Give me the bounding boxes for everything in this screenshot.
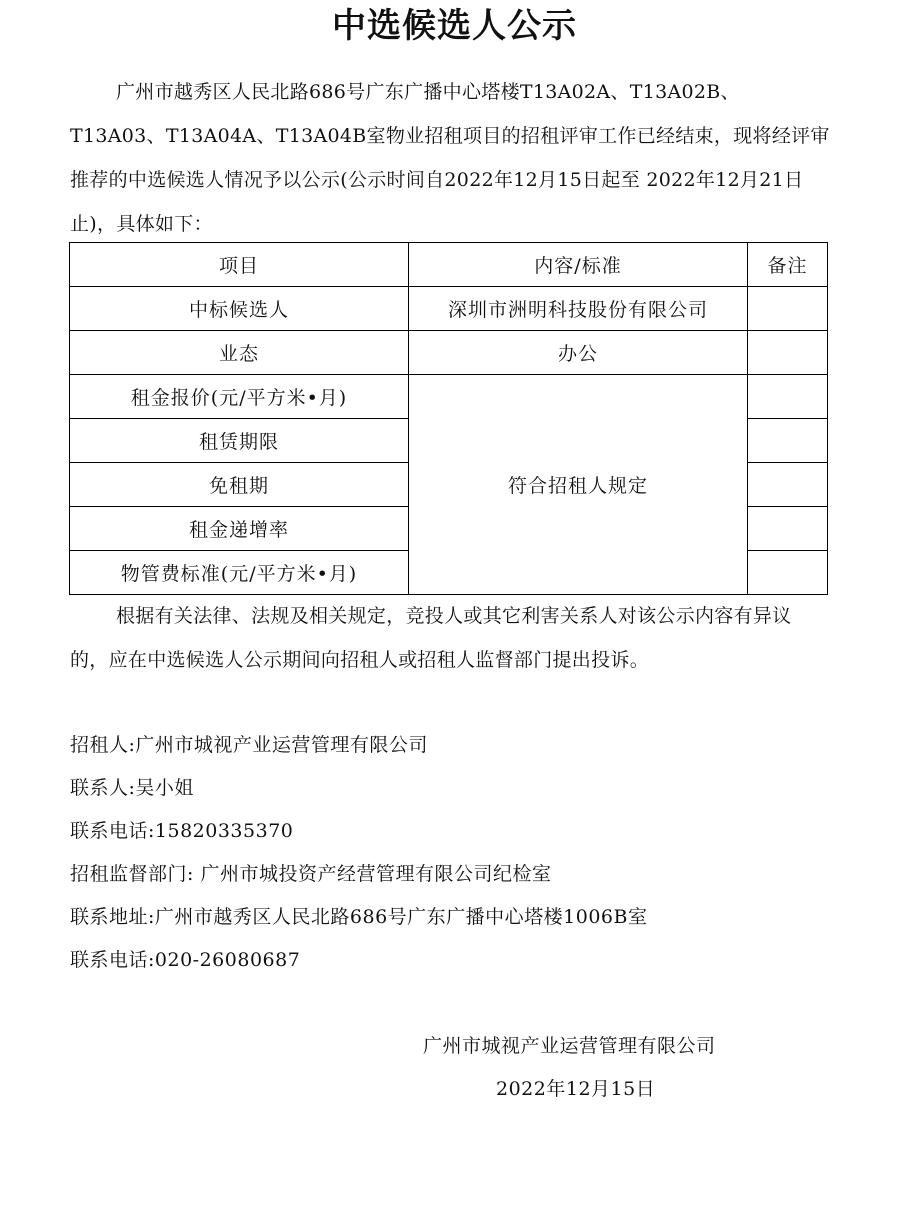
contact-person: 联系人:吴小姐 <box>70 777 194 799</box>
supervision-department: 招租监督部门: 广州市城投资产经营管理有限公司纪检室 <box>70 863 552 885</box>
row-remark <box>748 507 828 551</box>
row-item: 租金递增率 <box>70 507 409 551</box>
header-content: 内容/标准 <box>409 243 748 287</box>
row-content: 办公 <box>409 331 748 375</box>
row-remark <box>748 419 828 463</box>
row-item: 中标候选人 <box>70 287 409 331</box>
row-item: 物管费标准(元/平方米•月) <box>70 551 409 595</box>
row-remark <box>748 463 828 507</box>
table-row <box>70 331 828 375</box>
row-item: 免租期 <box>70 463 409 507</box>
row-content: 深圳市洲明科技股份有限公司 <box>409 287 748 331</box>
header-remark: 备注 <box>748 243 828 287</box>
table-row <box>70 287 828 331</box>
row-item: 租赁期限 <box>70 419 409 463</box>
contact-phone: 联系电话:15820335370 <box>70 820 294 842</box>
complaint-note: 根据有关法律、法规及相关规定，竞投人或其它利害关系人对该公示内容有异议的，应在中选候选人公示期间向招租人或招租人监督部门提出投诉。 <box>70 605 792 671</box>
info-table <box>69 242 828 595</box>
row-item: 业态 <box>70 331 409 375</box>
row-remark <box>748 331 828 375</box>
signature-company: 广州市城视产业运营管理有限公司 <box>423 1035 716 1057</box>
contact-address: 联系地址:广州市越秀区人民北路686号广东广播中心塔楼1006B室 <box>70 906 648 928</box>
table-header-row <box>70 243 828 287</box>
supervision-phone: 联系电话:020-26080687 <box>70 949 301 971</box>
intro-paragraph: 广州市越秀区人民北路686号广东广播中心塔楼T13A02A、T13A02B、T13A03、T13A04A、T13A04B室物业招租项目的招租评审工作已经结束，现将经评审推荐的中选候选人情况予以公示(公示时间自2022年12月15日起至 2022年12月21日止)，具体如下： <box>70 81 830 235</box>
merged-content-cell: 符合招租人规定 <box>409 375 748 595</box>
row-remark <box>748 287 828 331</box>
row-item: 租金报价(元/平方米•月) <box>70 375 409 419</box>
header-item: 项目 <box>70 243 409 287</box>
row-remark <box>748 375 828 419</box>
contact-lessor: 招租人:广州市城视产业运营管理有限公司 <box>70 734 428 756</box>
signature-date: 2022年12月15日 <box>496 1078 656 1100</box>
table-row <box>70 375 828 419</box>
page-title: 中选候选人公示 <box>332 6 577 46</box>
row-remark <box>748 551 828 595</box>
